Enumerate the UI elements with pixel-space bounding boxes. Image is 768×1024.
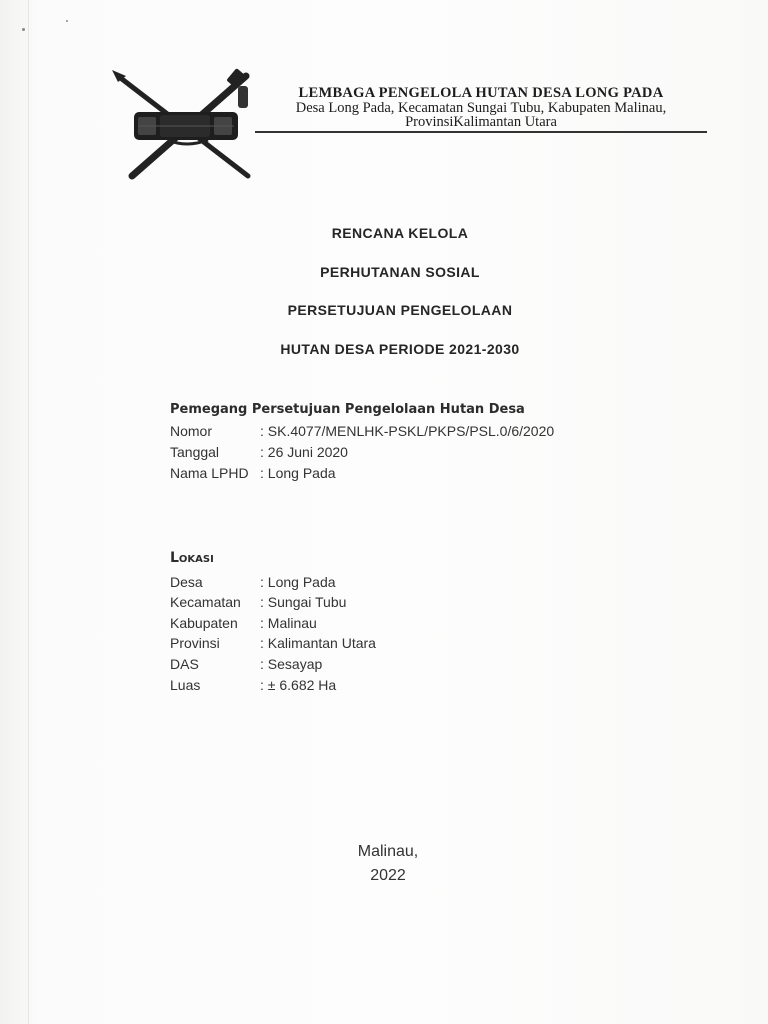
org-name: LEMBAGA PENGELOLA HUTAN DESA LONG PADA [298, 85, 664, 101]
field-value: : Malinau [260, 615, 317, 631]
document-title-block [0, 224, 768, 378]
location-field-das [170, 654, 322, 674]
title-line-4: HUTAN DESA PERIODE 2021-2030 [280, 340, 520, 357]
field-label: Kecamatan [170, 594, 241, 610]
field-label: Tanggal [170, 444, 220, 460]
field-value: : Sungai Tubu [260, 594, 347, 610]
location-field-kabupaten [170, 613, 317, 633]
location-section-heading: Lokasi [170, 550, 214, 566]
field-label: Luas [170, 677, 201, 693]
lphd-logo-icon [108, 68, 258, 180]
org-header [255, 85, 707, 129]
field-label: Kabupaten [170, 615, 238, 631]
scan-speck [22, 28, 25, 31]
place-name: Malinau, [357, 843, 419, 860]
holder-section-heading: Pemegang Persetujuan Pengelolaan Hutan Desa [170, 402, 525, 417]
org-address-line2: ProvinsiKalimantan Utara [405, 114, 557, 130]
title-line-1: RENCANA KELOLA [331, 225, 469, 241]
field-value: : Long Pada [260, 574, 336, 590]
field-value: : Long Pada [260, 465, 336, 481]
field-label: Provinsi [170, 635, 220, 651]
title-line-2: PERHUTANAN SOSIAL [320, 263, 480, 280]
field-value: : Kalimantan Utara [260, 635, 376, 651]
holder-field-nomor [170, 421, 554, 441]
field-value: : SK.4077/MENLHK-PSKL/PKPS/PSL.0/6/2020 [260, 423, 555, 439]
document-year: 2022 [370, 867, 406, 884]
scan-edge [28, 0, 29, 1024]
field-value: : ± 6.682 Ha [260, 677, 337, 693]
location-field-desa [170, 572, 336, 592]
field-label: Nama LPHD [170, 465, 249, 481]
field-value: : 26 Juni 2020 [260, 444, 348, 460]
field-label: Desa [170, 574, 203, 590]
place-date-block [300, 840, 476, 888]
header-divider [255, 131, 707, 133]
title-line-3: PERSETUJUAN PENGELOLAAN [287, 302, 513, 318]
location-field-luas [170, 675, 336, 695]
scan-speck [66, 20, 68, 22]
field-label: Nomor [170, 423, 213, 439]
field-label: DAS [170, 656, 199, 672]
holder-field-tanggal [170, 442, 348, 462]
location-field-kecamatan [170, 592, 346, 612]
location-field-provinsi [170, 633, 376, 653]
org-address-line1: Desa Long Pada, Kecamatan Sungai Tubu, Kabupaten Malinau, [295, 100, 667, 116]
field-value: : Sesayap [260, 656, 323, 672]
holder-field-nama-lphd [170, 463, 336, 483]
